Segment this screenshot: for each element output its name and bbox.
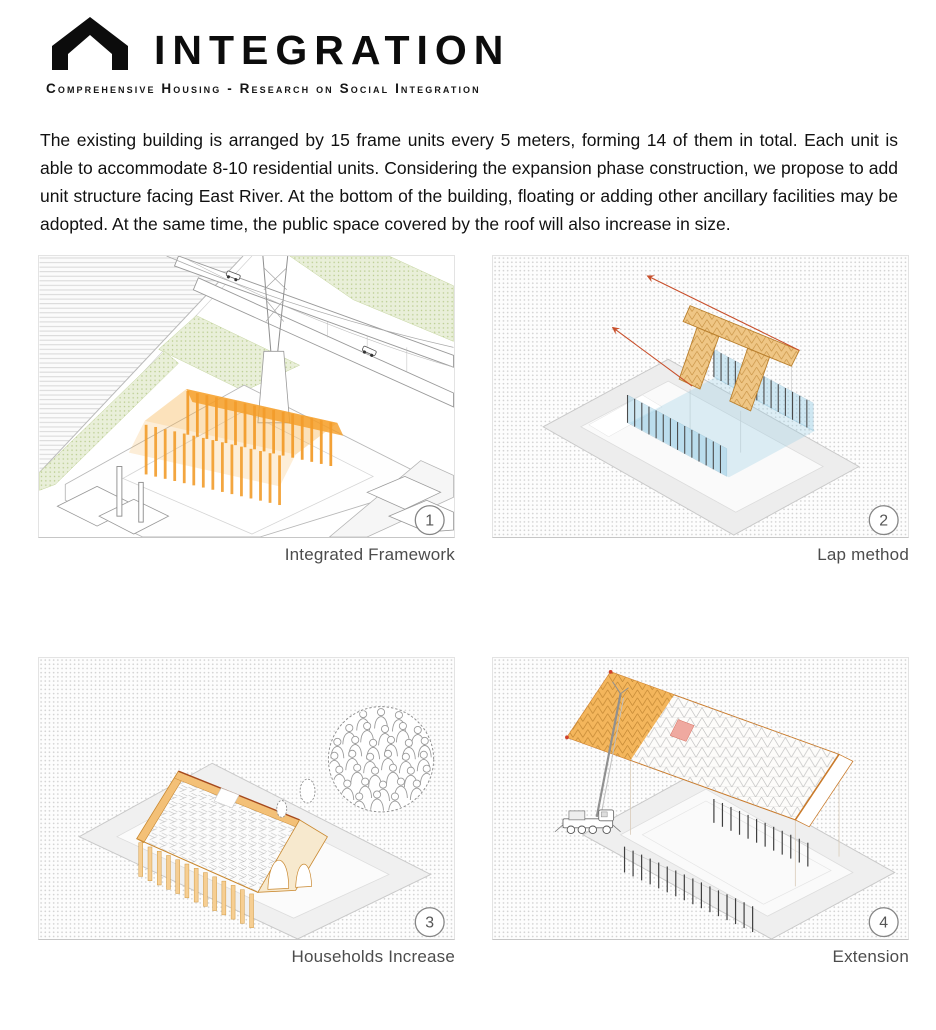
house-logo-icon bbox=[46, 12, 134, 74]
figure-4-panel bbox=[492, 657, 909, 940]
figure-4-caption: Extension bbox=[832, 947, 909, 966]
intro-paragraph: The existing building is arranged by 15 frame units every 5 meters, forming 14 of them in total. Each unit is able to accommodate 8-10 residential units. Considering the expansion phase construction, we propose to add unit structure facing East River. At the bottom of the building, floating or adding other ancillary facilities may be adopted. At the same time, the public space covered by the roof will also increase in size. bbox=[40, 130, 898, 234]
figure-4-illustration bbox=[493, 658, 908, 939]
page-header bbox=[46, 12, 898, 96]
figure-2-number-badge bbox=[869, 506, 898, 535]
page-subtitle: Comprehensive Housing - Research on Social Integration bbox=[46, 81, 481, 96]
figure-3-illustration bbox=[39, 658, 454, 939]
figure-2 bbox=[492, 255, 909, 565]
svg-text:4: 4 bbox=[879, 914, 889, 932]
figure-1-illustration bbox=[39, 256, 454, 537]
svg-text:3: 3 bbox=[425, 914, 435, 932]
page-title: INTEGRATION bbox=[154, 27, 511, 73]
crowd-bubble bbox=[328, 707, 434, 813]
figure-3-number-badge bbox=[415, 908, 444, 937]
figure-1 bbox=[38, 255, 455, 565]
svg-text:1: 1 bbox=[425, 512, 435, 530]
figure-1-number-badge bbox=[415, 506, 444, 535]
figure-3-caption: Households Increase bbox=[291, 947, 455, 966]
figure-2-panel bbox=[492, 255, 909, 538]
figure-1-panel bbox=[38, 255, 455, 538]
figure-2-illustration bbox=[493, 256, 908, 537]
figure-grid bbox=[38, 255, 909, 967]
figure-3-panel bbox=[38, 657, 455, 940]
figure-3 bbox=[38, 657, 455, 967]
figure-4-number-badge bbox=[869, 908, 898, 937]
figure-1-caption: Integrated Framework bbox=[284, 545, 455, 564]
figure-2-caption: Lap method bbox=[817, 545, 909, 564]
figure-4 bbox=[492, 657, 909, 967]
svg-text:2: 2 bbox=[879, 512, 889, 530]
